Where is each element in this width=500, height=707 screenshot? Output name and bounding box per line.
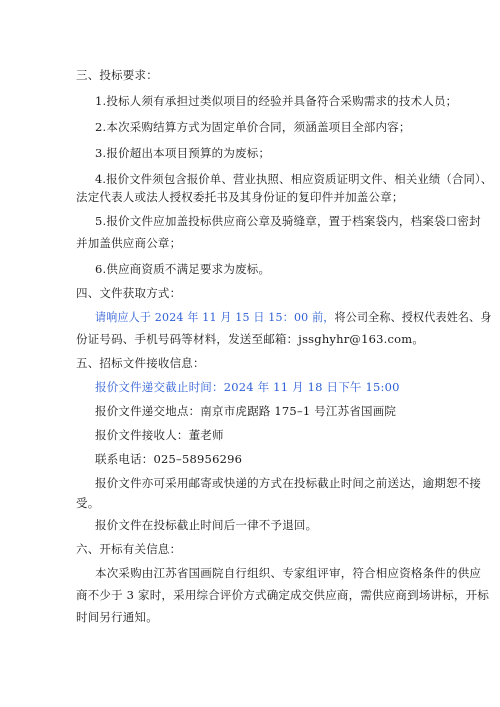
section-3-heading: 三、投标要求：	[76, 68, 158, 82]
section-4-heading: 四、文件获取方式：	[76, 286, 182, 300]
section-4-line-2: 份证号码、手机号码等材料，发送至邮箱：jssghyhr@163.com。	[76, 332, 425, 346]
requirement-5-line-1: 5.报价文件应加盖投标供应商公章及骑缝章，置于档案袋内，档案袋口密封	[95, 214, 481, 228]
requirement-1: 1.投标人须有承担过类似项目的经验并具备符合采购需求的技术人员；	[95, 94, 458, 108]
requirement-3: 3.报价超出本项目预算的为废标；	[95, 146, 271, 160]
requirement-6: 6.供应商资质不满足要求为废标。	[95, 262, 271, 276]
submission-receiver: 报价文件接收人：董老师	[95, 428, 224, 442]
section-6-line-3: 时间另行通知。	[76, 610, 158, 624]
section-6-line-1: 本次采购由江苏省国画院自行组织、专家组评审，符合相应资格条件的供应	[95, 566, 482, 580]
mail-note-line-2: 受。	[76, 496, 100, 510]
contact-phone: 联系电话：025–58956296	[95, 452, 243, 466]
requirement-2: 2.本次采购结算方式为固定单价合同，须涵盖项目全部内容；	[95, 120, 411, 134]
submission-deadline: 报价文件递交截止时间：2024 年 11 月 18 日下午 15:00	[95, 380, 400, 394]
section-5-heading: 五、招标文件接收信息：	[76, 356, 205, 370]
requirement-4-line-1: 4.报价文件须包含报价单、营业执照、相应资质证明文件、相关业绩（合同）、	[95, 172, 493, 186]
requirement-4-line-2: 法定代表人或法人授权委托书及其身份证的复印件并加盖公章；	[76, 190, 404, 204]
no-return-note: 报价文件在投标截止时间后一律不予退回。	[95, 518, 318, 532]
section-4-line-1	[95, 310, 492, 324]
section-6-line-2: 商不少于 3 家时，采用综合评价方式确定成交供应商，需供应商到场讲标，开标	[76, 588, 490, 602]
requirement-5-line-2: 并加盖供应商公章；	[76, 236, 182, 250]
mail-note-line-1: 报价文件亦可采用邮寄或快递的方式在投标截止时间之前送达，逾期恕不接	[95, 476, 482, 490]
section-6-heading: 六、开标有关信息：	[76, 542, 182, 556]
deadline-highlight: 请响应人于 2024 年 11 月 15 日 15：00 前，	[95, 310, 335, 324]
section-4-line-1-rest: 将公司全称、授权代表姓名、身	[334, 310, 492, 324]
submission-address: 报价文件递交地点：南京市虎踞路 175–1 号江苏省国画院	[95, 404, 397, 418]
